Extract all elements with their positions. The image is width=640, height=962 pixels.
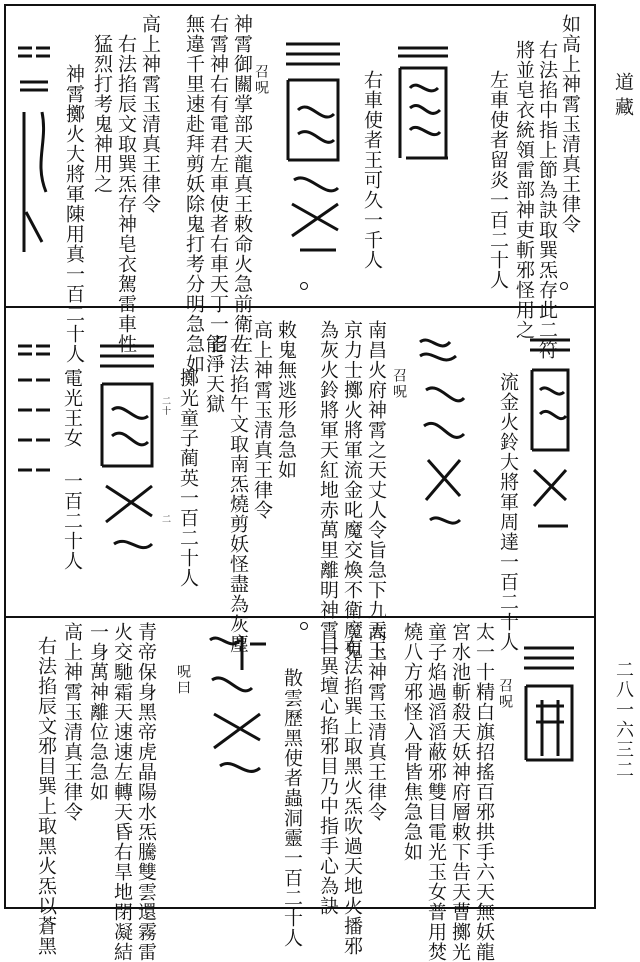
small-mark: 二十: [160, 396, 170, 416]
text-column: 太一十精白旗招搖百邪拱手六天無妖龍: [473, 622, 495, 962]
text-column: 燒八方邪怪入骨皆焦急急如: [401, 622, 423, 862]
text-column: 左車使者留炎一百二十人: [487, 70, 509, 290]
talisman-seal: [278, 30, 348, 270]
text-column: 南昌火府神霄之天丈人令旨急下九天玉: [365, 320, 387, 660]
text-column: 猛烈打考鬼神用之: [91, 34, 113, 194]
text-column: 電光王女 一百二十人: [61, 368, 83, 571]
text-column: 呪曰: [175, 664, 191, 696]
talisman-seal: [12, 340, 56, 500]
text-column: 為灰火鈴將軍天紅地赤萬里離明神霄一: [317, 320, 339, 660]
talisman-seal: [388, 38, 460, 178]
talisman-seal: [200, 630, 272, 790]
text-column: 青帝保身黑帝虎晶陽水炁騰雙雲還霧雷: [135, 622, 157, 962]
text-column: 召呪: [391, 368, 407, 400]
text-column: 右法掐辰文邪目巽上取黑火炁以蒼黑: [35, 636, 57, 956]
text-column: 能淨天獄: [203, 334, 225, 414]
talisman-seal: [92, 336, 162, 566]
text-column: 宮水池斬殺天妖神府層敕下告天曹擲光: [449, 622, 471, 962]
text-column: 右車使者王可久一千人: [361, 70, 383, 270]
text-column: 右法掐中指上節為訣取巽炁存此二符: [536, 40, 558, 360]
page-number: 二八一六三二: [613, 660, 634, 780]
text-column: 右霄神右有電君左車使者右車天丁一召: [207, 14, 229, 354]
text-column: 右法掐巽上取黑火炁吹過天地火播邪: [341, 636, 363, 956]
text-column: 散雲歷黑使者蟲洞靈一百二十人: [281, 668, 303, 948]
circle-mark: [560, 282, 568, 290]
text-column: 無違千里速赴拜剪妖除鬼打考分明急急如: [183, 14, 205, 374]
text-column: 目異壇心掐邪目乃中指手心為訣: [317, 636, 339, 916]
talisman-seal: [410, 330, 472, 540]
circle-mark: [300, 622, 308, 630]
book-title: 道藏: [612, 72, 634, 122]
text-column: 擲光童子蔺英一百二十人: [177, 368, 199, 588]
text-column: 召呪: [497, 678, 513, 710]
text-column: 京力士擲火將軍流金叱魔交煥不衛魔鬼: [341, 320, 363, 660]
text-column: 神霄擲火大將軍陳用真一百二十人: [63, 64, 85, 364]
text-column: 高上神霄玉清真王律令: [251, 320, 273, 520]
text-column: 流金火鈴大將軍周達一百二十人: [497, 372, 519, 652]
text-column: 火交馳霜天速速左轉天昏右旱地閉凝結: [111, 622, 133, 962]
small-mark: 二: [160, 514, 170, 524]
text-column: 右法掐辰文取巽炁存神皂衣駕雷車性: [115, 34, 137, 354]
text-column: 高上神霄玉清真王律令: [139, 14, 161, 214]
text-column: 右法掐午文取南炁燒剪妖怪盡為灰塵: [227, 334, 249, 654]
text-column: 如高上神霄玉清真王律令: [559, 14, 581, 234]
talisman-seal: [524, 330, 576, 540]
talisman-seal: [12, 42, 56, 262]
text-column: 高上神霄玉清真王律令: [365, 622, 387, 822]
text-column: 將並皂衣統領雷部神吏斬邪怪用之: [513, 40, 535, 340]
text-column: 敕鬼無逃形急急如: [275, 320, 297, 480]
text-column: 高上神霄玉清真王律令: [61, 622, 83, 822]
circle-mark: [300, 282, 308, 290]
panel-divider: [6, 306, 594, 308]
text-column: 神霄御關掌部天龍真王敕命火急前衛左: [231, 14, 253, 354]
talisman-seal: [518, 640, 580, 770]
text-column: 童子焰過滔滔蔽邪雙目電光玉女普用焚: [425, 622, 447, 962]
text-column: 一身萬神離位急急如: [87, 622, 109, 802]
text-column: 召呪: [253, 64, 269, 96]
